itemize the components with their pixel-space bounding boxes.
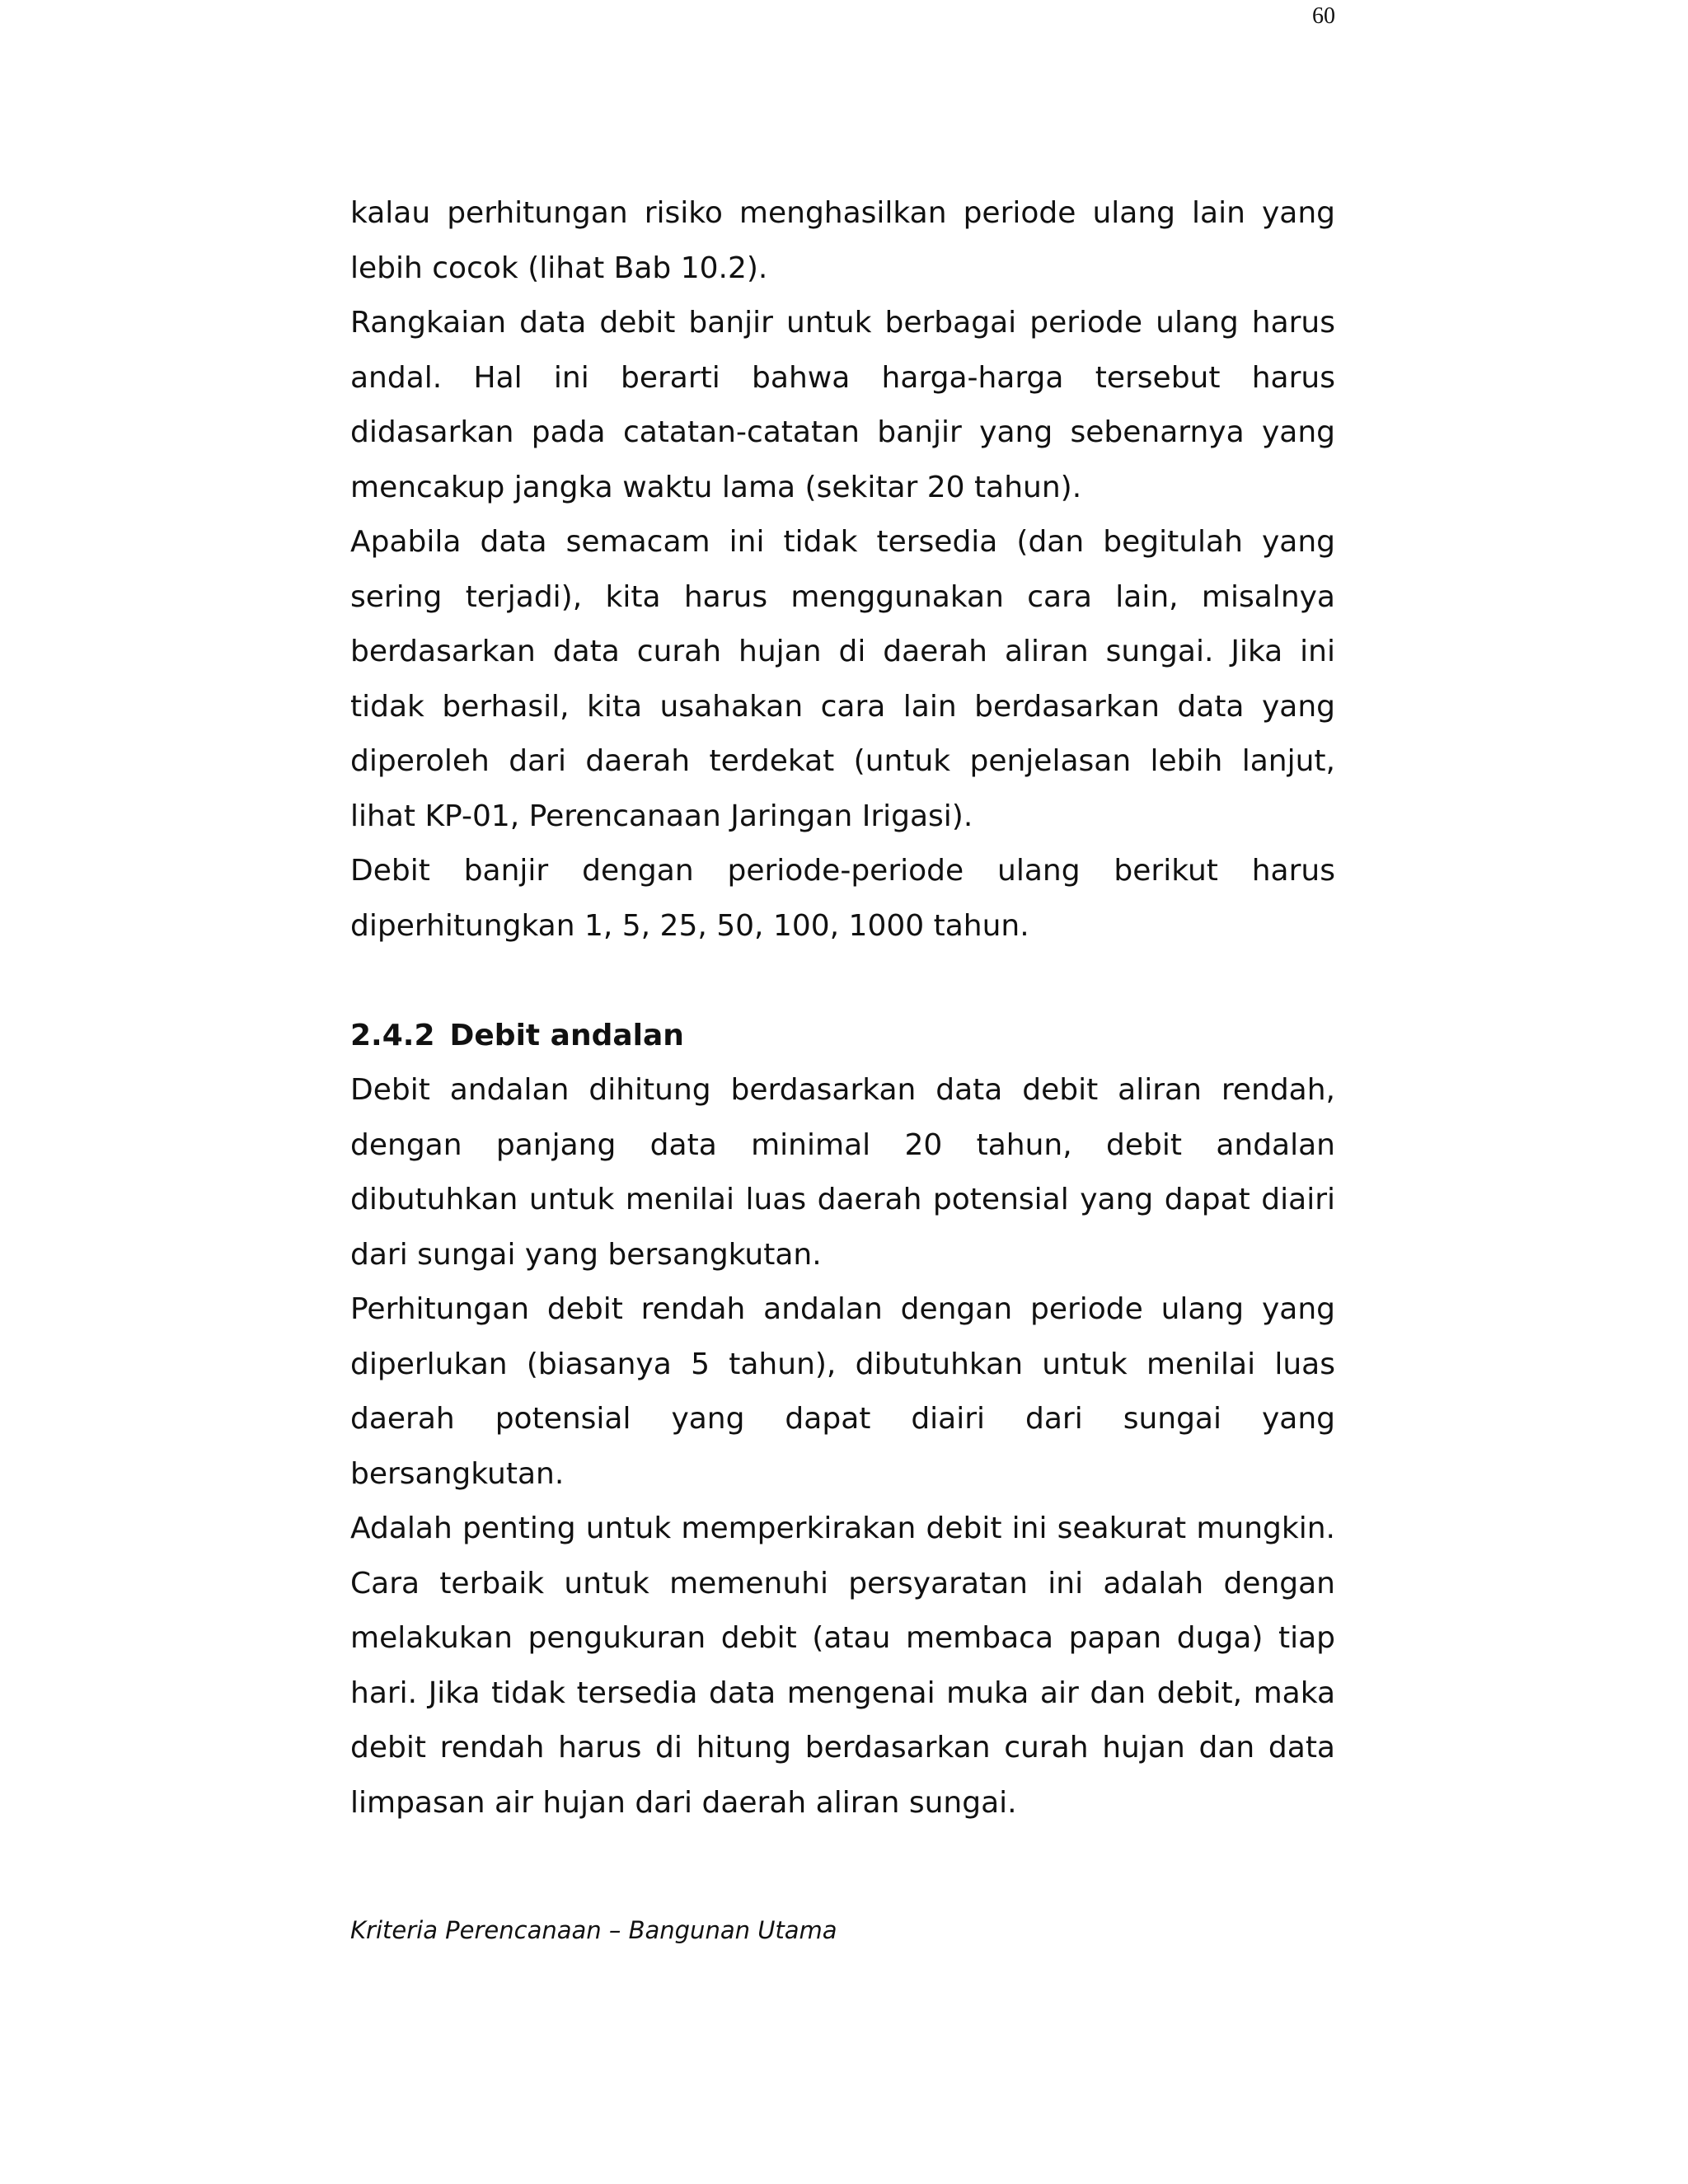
page-number: 60 (1312, 3, 1335, 29)
document-body (350, 186, 1335, 1830)
body-paragraph: Debit banjir dengan periode-periode ulang berikut harus diperhitungkan 1, 5, 25, 50, 100, 1000 tahun. (350, 854, 1335, 943)
section-paragraph: Perhitungan debit rendah andalan dengan periode ulang yang diperlukan (biasanya 5 tahun), dibutuhkan untuk menilai luas daerah potensial yang dapat diairi dari sungai yang bersangkutan. (350, 1292, 1335, 1491)
section-paragraph: Debit andalan dihitung berdasarkan data debit aliran rendah, dengan panjang data minimal 20 tahun, debit andalan dibutuhkan untuk menilai luas daerah potensial yang dapat diairi dari sungai yang bersangkutan. (350, 1073, 1335, 1272)
section-title: Debit andalan (449, 1018, 684, 1052)
section-paragraph: Adalah penting untuk memperkirakan debit ini seakurat mungkin. Cara terbaik untuk memenuhi persyaratan ini adalah dengan melakukan pengukuran debit (atau membaca papan duga) tiap hari. Jika tidak tersedia data mengenai muka air dan debit, maka debit rendah harus di hitung berdasarkan curah hujan dan data limpasan air hujan dari daerah aliran sungai. (350, 1511, 1335, 1820)
section-heading (350, 1009, 1335, 1064)
section-number: 2.4.2 (350, 1018, 435, 1052)
body-paragraph: Apabila data semacam ini tidak tersedia (dan begitulah yang sering terjadi), kita harus menggunakan cara lain, misalnya berdasarkan data curah hujan di daerah aliran sungai. Jika ini tidak berhasil, kita usahakan cara lain berdasarkan data yang diperoleh dari daerah terdekat (untuk penjelasan lebih lanjut, lihat KP-01, Perencanaan Jaringan Irigasi). (350, 525, 1335, 833)
body-paragraph: Rangkaian data debit banjir untuk berbagai periode ulang harus andal. Hal ini berarti bahwa harga-harga tersebut harus didasarkan pada catatan-catatan banjir yang sebenarnya yang mencakup jangka waktu lama (sekitar 20 tahun). (350, 306, 1335, 504)
page-footer: Kriteria Perencanaan – Bangunan Utama (350, 1916, 837, 1944)
body-paragraph: kalau perhitungan risiko menghasilkan periode ulang lain yang lebih cocok (lihat Bab 10.2). (350, 196, 1335, 285)
